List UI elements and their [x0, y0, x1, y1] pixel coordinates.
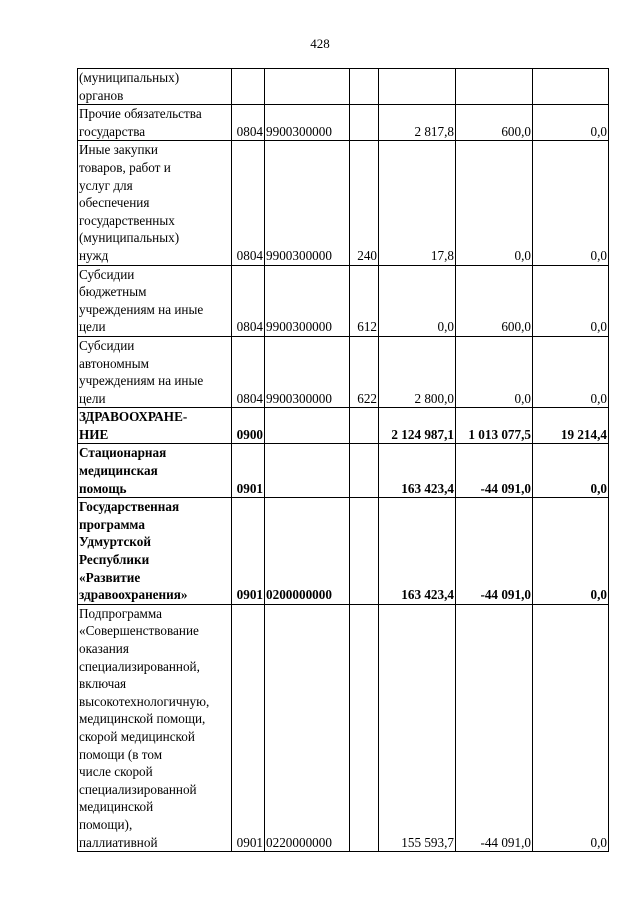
cell-amount-2: 0,0	[456, 141, 533, 265]
cell-section: 0804	[232, 105, 265, 141]
cell-expense-type	[350, 498, 379, 605]
cell-amount-1: 2 817,8	[379, 105, 456, 141]
cell-amount-2	[456, 69, 533, 105]
cell-amount-3: 0,0	[533, 105, 609, 141]
cell-expense-type	[350, 69, 379, 105]
cell-amount-3: 0,0	[533, 141, 609, 265]
cell-amount-1	[379, 69, 456, 105]
cell-section: 0901	[232, 444, 265, 498]
cell-amount-1: 163 423,4	[379, 498, 456, 605]
table-row	[78, 105, 609, 141]
budget-table	[77, 68, 609, 852]
cell-amount-3: 0,0	[533, 265, 609, 336]
cell-amount-3: 0,0	[533, 604, 609, 851]
cell-name: Прочие обязательства государства	[78, 105, 232, 141]
table-row	[78, 604, 609, 851]
cell-amount-1: 2 800,0	[379, 336, 456, 407]
cell-name: Государственная программа Удмуртской Республики «Развитие здравоохранения»	[78, 498, 232, 605]
cell-target-article: 9900300000	[265, 265, 350, 336]
cell-amount-2: 0,0	[456, 336, 533, 407]
cell-amount-2: 600,0	[456, 105, 533, 141]
cell-target-article: 9900300000	[265, 336, 350, 407]
cell-expense-type: 240	[350, 141, 379, 265]
cell-section: 0900	[232, 408, 265, 444]
table-row	[78, 444, 609, 498]
cell-section	[232, 69, 265, 105]
cell-expense-type	[350, 444, 379, 498]
cell-section: 0804	[232, 265, 265, 336]
cell-amount-2: -44 091,0	[456, 498, 533, 605]
cell-amount-3	[533, 69, 609, 105]
cell-amount-2: 1 013 077,5	[456, 408, 533, 444]
cell-amount-1: 163 423,4	[379, 444, 456, 498]
table-row	[78, 69, 609, 105]
cell-expense-type: 622	[350, 336, 379, 407]
cell-amount-2: -44 091,0	[456, 444, 533, 498]
cell-amount-2: -44 091,0	[456, 604, 533, 851]
cell-target-article: 9900300000	[265, 141, 350, 265]
page-number: 428	[310, 36, 330, 51]
cell-expense-type	[350, 604, 379, 851]
cell-name: Стационарная медицинская помощь	[78, 444, 232, 498]
cell-expense-type	[350, 105, 379, 141]
table-row	[78, 408, 609, 444]
cell-expense-type: 612	[350, 265, 379, 336]
cell-name: ЗДРАВООХРАНЕ- НИЕ	[78, 408, 232, 444]
cell-section: 0804	[232, 336, 265, 407]
table-row	[78, 265, 609, 336]
cell-target-article	[265, 444, 350, 498]
cell-section: 0804	[232, 141, 265, 265]
cell-amount-3: 0,0	[533, 498, 609, 605]
cell-target-article: 9900300000	[265, 105, 350, 141]
cell-name: Иные закупки товаров, работ и услуг для обеспечения государственных (муниципальных) нужд	[78, 141, 232, 265]
cell-target-article: 0200000000	[265, 498, 350, 605]
cell-amount-1: 2 124 987,1	[379, 408, 456, 444]
table-row	[78, 141, 609, 265]
cell-name: (муниципальных) органов	[78, 69, 232, 105]
cell-target-article	[265, 408, 350, 444]
cell-amount-1: 155 593,7	[379, 604, 456, 851]
cell-section: 0901	[232, 498, 265, 605]
cell-amount-3: 19 214,4	[533, 408, 609, 444]
cell-expense-type	[350, 408, 379, 444]
table-row	[78, 336, 609, 407]
cell-name: Субсидии автономным учреждениям на иные цели	[78, 336, 232, 407]
cell-target-article: 0220000000	[265, 604, 350, 851]
cell-name: Субсидии бюджетным учреждениям на иные цели	[78, 265, 232, 336]
cell-target-article	[265, 69, 350, 105]
table-row	[78, 498, 609, 605]
cell-amount-1: 17,8	[379, 141, 456, 265]
cell-amount-1: 0,0	[379, 265, 456, 336]
cell-name: Подпрограмма «Совершенствование оказания специализированной, включая высокотехнологичную, медицинской помощи, скорой медицинской помощи (в том числе скорой специализированной медицинской помощи), паллиативной	[78, 604, 232, 851]
cell-amount-2: 600,0	[456, 265, 533, 336]
cell-amount-3: 0,0	[533, 444, 609, 498]
cell-amount-3: 0,0	[533, 336, 609, 407]
cell-section: 0901	[232, 604, 265, 851]
